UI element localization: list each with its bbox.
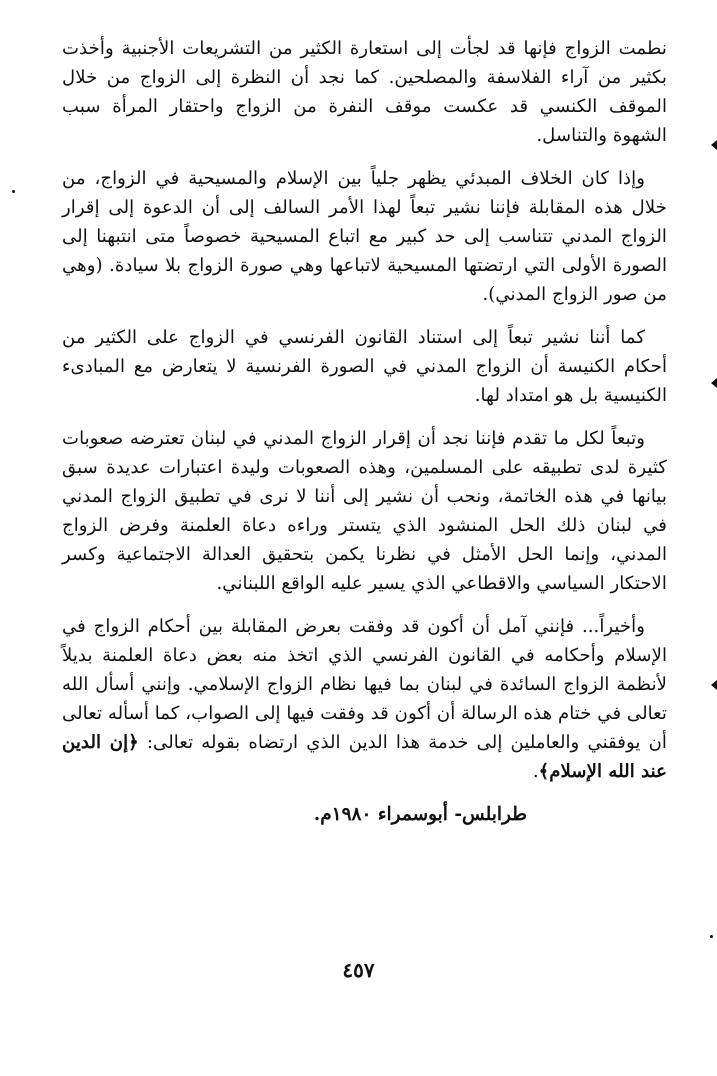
margin-mark xyxy=(711,378,717,388)
paragraph-5-text: وأخيراً... فإنني آمل أن أكون قد وفقت بعرض المقابلة بين أحكام الزواج في الإسلام وأحكامه في القانون الفرنسي الذي اتخذ منه بعض دعاة العلمنة بديلاً لأنظمة الزواج السائدة في لبنان بما فيها نظام الزواج الإسلامي. وإنني أسأل الله تعالى في ختام هذه الرسالة أن أكون قد وفقت فيها إلى الصواب، كما أسأله تعالى أن يوفقني والعاملين إلى خدمة هذا الدين الذي ارتضاه بقوله تعالى: xyxy=(61,616,667,753)
body-text xyxy=(62,34,667,829)
paragraph-3: كما أننا نشير تبعاً إلى استناد القانون الفرنسي في الزواج على الكثير من أحكام الكنيسة أن الزواج المدني في الصورة الفرنسية لا يتعارض مع المبادىء الكنيسية بل هو امتداد لها. xyxy=(62,327,667,406)
margin-mark xyxy=(711,680,717,690)
paragraph-2: وإذا كان الخلاف المبدئي يظهر جلياً بين الإسلام والمسيحية في الزواج، من خلال هذه المقابلة فإننا نشير تبعاً لهذا الأمر السالف إلى أن الدعوة إلى إقرار الزواج المدني تتناسب إلى حد كبير مع اتباع المسيحية خصوصاً متى انتبهنا إلى الصورة الأولى التي ارتضتها المسيحية لاتباعها وهي صورة الزواج بلا سيادة. (وهي من صور الزواج المدني). xyxy=(62,168,667,305)
quran-quote: ﴿إن الدين عند الله الإسلام﴾ xyxy=(62,732,667,782)
paragraph-4: وتبعاً لكل ما تقدم فإننا نجد أن إقرار الزواج المدني في لبنان تعترضه صعوبات كثيرة لدى تطبيقه على المسلمين، وهذه الصعوبات وليدة اعتبارات عديدة سبق بيانها في هذه الخاتمة، ونحب أن نشير إلى أننا لا نرى في تطبيق الزواج المدني في لبنان ذلك الحل المنشود الذي يتستر وراءه دعاة العلمنة وفرض الزواج المدني، وإنما الحل الأمثل في نظرنا يكمن بتحقيق العدالة الاجتماعية وكسر الاحتكار السياسي والاقطاعي الذي يسير عليه الواقع اللبناني. xyxy=(62,428,667,594)
paragraph-1: نطمت الزواج فإنها قد لجأت إلى استعارة الكثير من التشريعات الأجنبية وأخذت بكثير من آراء الفلاسفة والمصلحين. كما نجد أن النظرة إلى الزواج من خلال الموقف الكنسي قد عكست موقف النفرة من الزواج واحتقار المرأة سبب الشهوة والتناسل. xyxy=(62,38,667,146)
paragraph-5-tail: . xyxy=(532,761,539,782)
margin-dot xyxy=(12,190,15,193)
margin-mark xyxy=(711,140,717,150)
place-date-signature: طرابلس- أبوسمراء ١٩٨٠م. xyxy=(313,804,527,825)
margin-dot xyxy=(710,935,713,938)
paragraph-5 xyxy=(62,612,667,786)
page-number: ٤٥٧ xyxy=(342,958,375,982)
